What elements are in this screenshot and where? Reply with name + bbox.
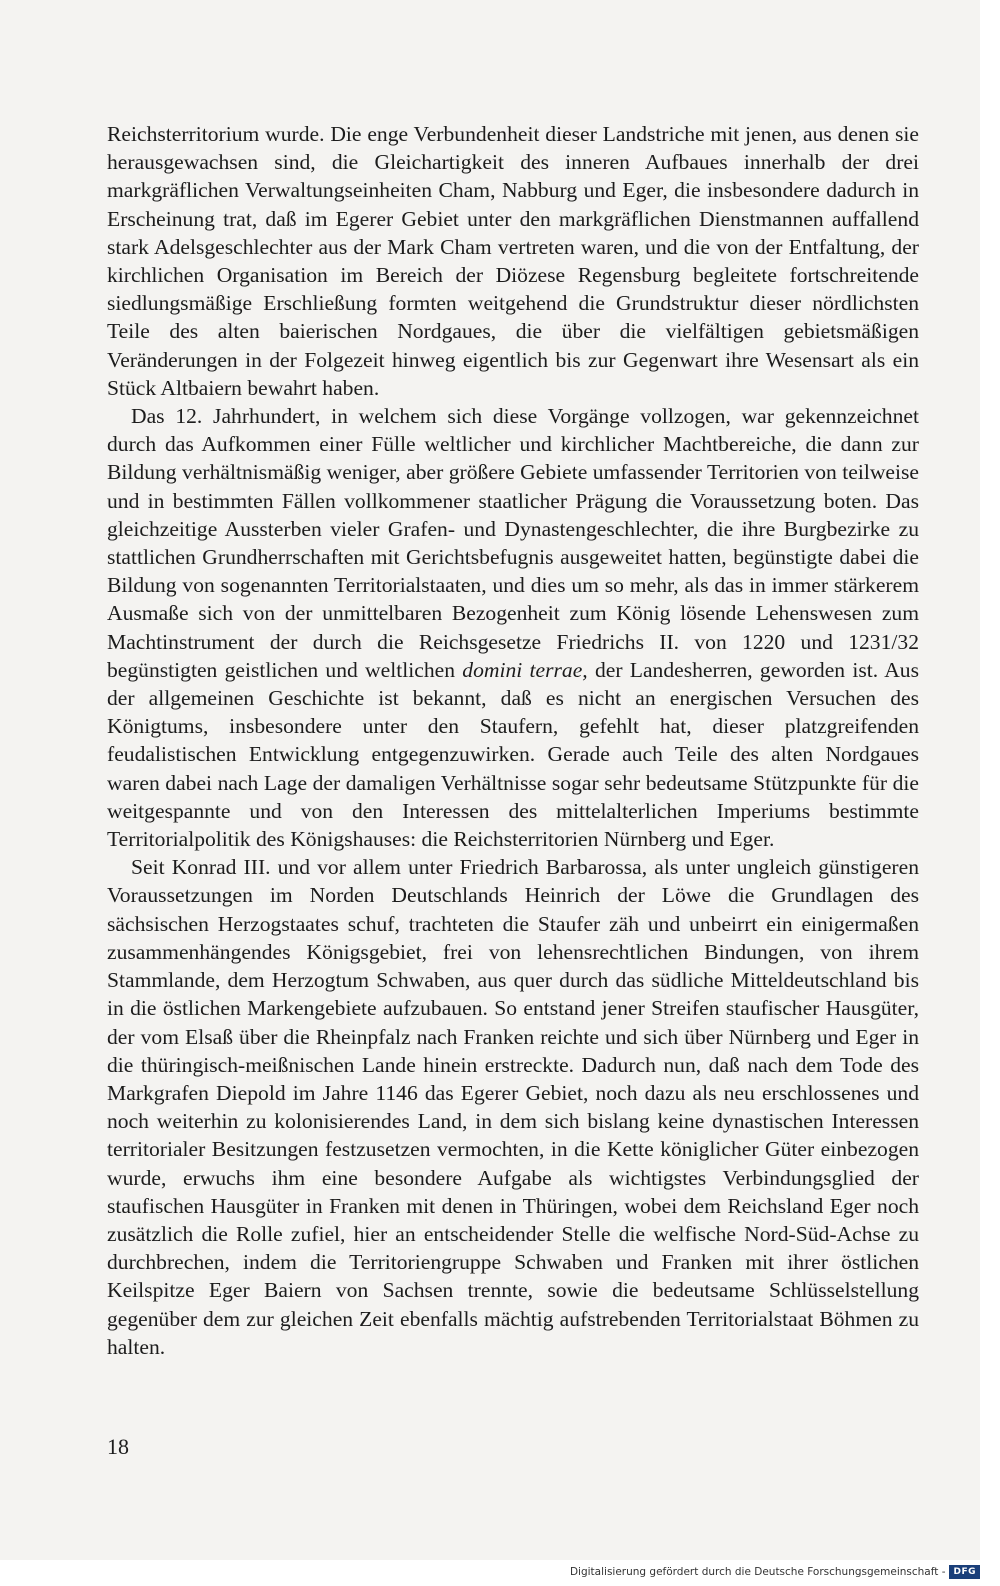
paragraph-3: Seit Konrad III. und vor allem unter Friedrich Barbarossa, als unter ungleich günstigeren Voraussetzungen im Norden Deutschlands Heinrich der Löwe die Grundlagen des sächsischen Herzogstaates schuf, trachteten die Staufer zäh und unbeirrt ein einigermaßen zusammenhängendes Königsgebiet, frei von lehensrechtlichen Bindungen, von ihrem Stammlande, dem Herzogtum Schwaben, aus quer durch das südliche Mitteldeutschland bis in die östlichen Markengebiete aufzubauen. So entstand jener Streifen staufischer Hausgüter, der vom Elsaß über die Rheinpfalz nach Franken reichte und sich über Nürnberg und Eger in die thüringisch-meißnischen Lande hinein erstreckte. Dadurch nun, daß nach dem Tode des Markgrafen Diepold im Jahre 1146 das Egerer Gebiet, noch dazu als neu erschlossenes und noch weiterhin zu kolonisierendes Land, in dem sich bislang keine dynastischen Interessen territorialer Besitzungen festzusetzen vermochten, in die Kette königlicher Güter einbezogen wurde, erwuchs ihm eine besondere Aufgabe als wichtigstes Verbindungsglied der staufischen Hausgüter in Franken mit denen in Thüringen, wobei dem Reichsland Eger noch zusätzlich die Rolle zufiel, hier an entscheidender Stelle die welfische Nord-Süd-Achse zu durchbrechen, indem die Territoriengruppe Schwaben und Franken mit ihrer östlichen Keilspitze Eger Baiern von Sachsen trennte, sowie die bedeutsame Schlüsselstellung gegenüber dem zur gleichen Zeit ebenfalls mächtig aufstrebenden Territorialstaat Böhmen zu halten. <box>107 855 919 1359</box>
paragraph-2-italic-term: domini terrae, <box>462 657 588 682</box>
digitization-footer <box>570 1562 980 1582</box>
paragraph-2-text: Das 12. Jahrhundert, in welchem sich diese Vorgänge vollzogen, war gekennzeichnet durch das Aufkommen einer Fülle weltlicher und kirchlicher Machtbereiche, die dann zur Bildung verhältnismäßig weniger, aber größere Gebiete umfassender Territorien von teilweise und in bestimmten Fällen vollkommener staatlicher Prägung die Voraussetzung boten. Das gleichzeitige Aussterben vieler Grafen- und Dynastengeschlechter, die ihre Burgbezirke zu stattlichen Grundherrschaften mit Gerichtsbefugnis ausgeweitet hatten, begünstigte dabei die Bildung von sogenannten Territorialstaaten, und dies um so mehr, als das in immer stärkerem Ausmaße sich von der unmittelbaren Bezogenheit zum König lösende Lehenswesen zum Machtinstrument der durch die Reichsgesetze Friedrichs II. von 1220 und 1231/32 begünstigten geistlichen und weltlichen <box>107 404 919 682</box>
page-number: 18 <box>107 1434 129 1459</box>
paragraph-1: Reichsterritorium wurde. Die enge Verbundenheit dieser Landstriche mit jenen, aus denen sie herausgewachsen sind, die Gleichartigkeit des inneren Aufbaues innerhalb der drei markgräflichen Verwaltungseinheiten Cham, Nabburg und Eger, die insbesondere dadurch in Erscheinung trat, daß im Egerer Gebiet unter den markgräflichen Dienstmannen auffallend stark Adelsgeschlechter aus der Mark Cham vertreten waren, und die von der Entfaltung, der kirchlichen Organisation im Bereich der Diözese Regensburg begleitete fortschreitende siedlungsmäßige Erschließung formten weitgehend die Grundstruktur dieser nördlichsten Teile des alten baierischen Nordgaues, die über die vielfältigen gebietsmäßigen Veränderungen in der Folgezeit hinweg eigentlich bis zur Gegenwart ihre Wesensart als ein Stück Altbaiern bewahrt haben. <box>107 122 919 400</box>
footer-text: Digitalisierung gefördert durch die Deutsche Forschungsgemeinschaft - <box>569 1566 946 1578</box>
dfg-logo-icon: DFG <box>949 1565 980 1579</box>
body-text <box>107 120 919 1361</box>
paragraph-2-tail: der Landesherren, geworden ist. Aus der allgemeinen Geschichte ist bekannt, daß es nicht an energischen Versuchen des Königtums, insbesondere unter den Staufern, gefehlt hat, dieser platzgreifenden feudalistischen Entwicklung entgegenzuwirken. Gerade auch Teile des alten Nordgaues waren dabei nach Lage der damaligen Verhältnisse sogar sehr bedeutsame Stützpunkte für die weitgespannte und von den Interessen des mittelalterlichen Imperiums bestimmte Territorialpolitik des Königshauses: die Reichsterritorien Nürnberg und Eger. <box>107 657 919 852</box>
paragraph-2 <box>107 402 919 853</box>
